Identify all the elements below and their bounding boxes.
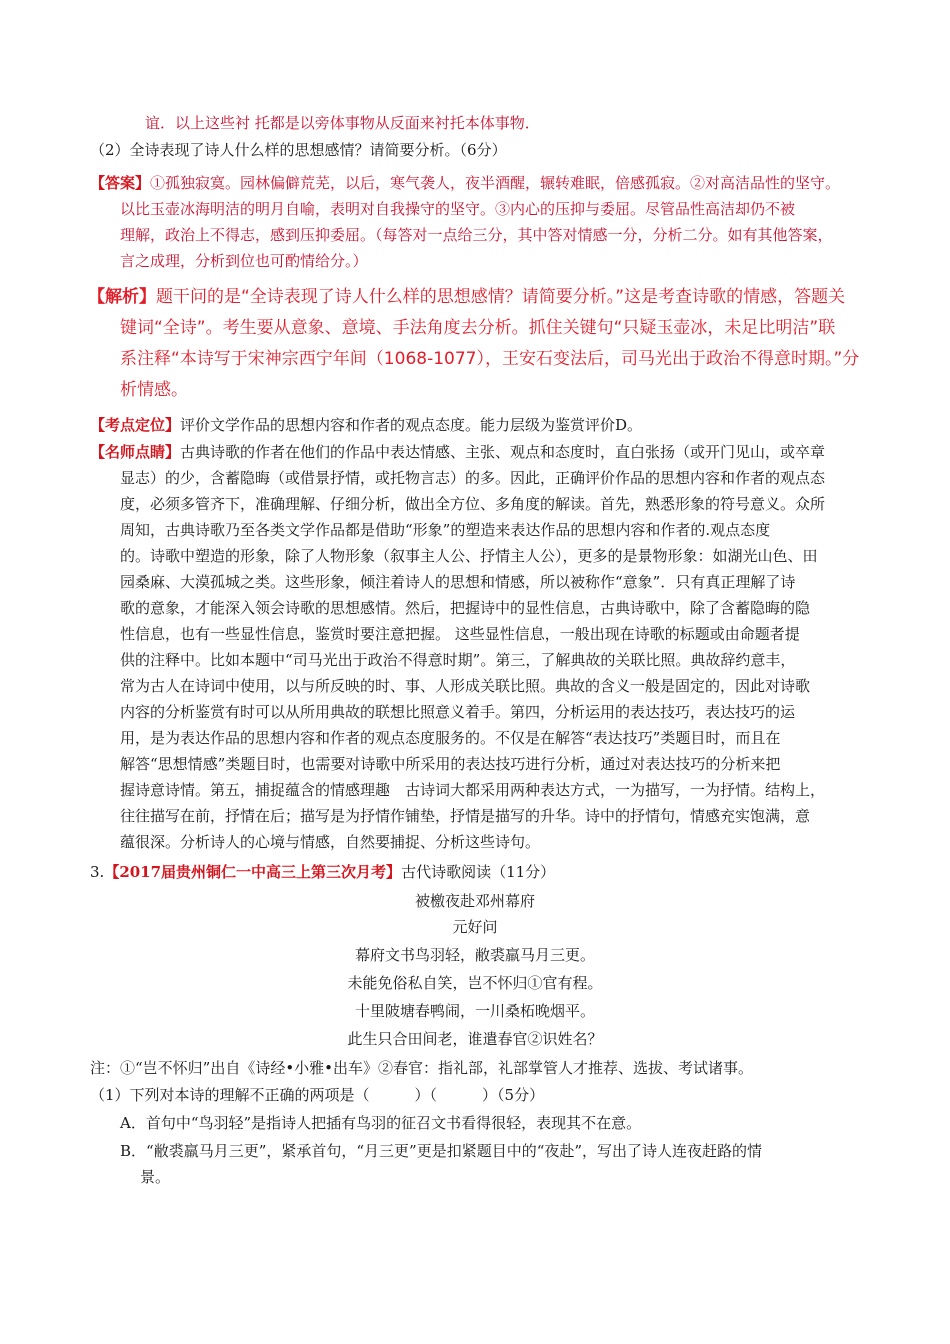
answer-line: 理解，政治上不得志，感到压抑委屈。（每答对一点给三分，其中答对情感一分，分析二分。如有其他答案， xyxy=(120,226,833,244)
question-source: 【2017届贵州铜仁一中高三上第三次月考】 xyxy=(104,863,402,881)
question-2: （2）全诗表现了诗人什么样的思想感情？请简要分析。（6分） xyxy=(90,141,507,159)
poem-line: 十里陂塘春鸭闹，一川桑柘晚烟平。 xyxy=(354,1002,595,1020)
analysis-line xyxy=(88,282,845,313)
question-3-header xyxy=(90,859,555,885)
poem-line: 未能免俗私自笑，岂不怀归①官有程。 xyxy=(347,974,603,992)
mingshi-line: 握诗意诗情。第五，捕捉蕴含的情感理趣 古诗词大都采用两种表达方式，一为描写，一为抒情。结构上， xyxy=(120,781,826,799)
mingshi-line xyxy=(90,439,825,465)
answer-text: ①孤独寂寞。园林偏僻荒芜，以后，寒气袭人，夜半酒醒，辗转难眠，倍感孤寂。②对高洁品性的坚守。 xyxy=(150,174,841,192)
mingshi-line: 蕴很深。分析诗人的心境与情感，自然要捕捉、分析这些诗句。 xyxy=(120,833,541,851)
mingshi-line: 周知，古典诗歌乃至各类文学作品都是借助“形象”的塑造来表达作品的思想内容和作者的.观点态度 xyxy=(120,521,771,539)
option-b: B．“敝裘羸马月三更”，紧承首句，“月三更”更是扣紧题目中的“夜赴”，写出了诗人连夜赶路的情 xyxy=(120,1142,763,1160)
kaodian-text: 评价文学作品的思想内容和作者的观点态度。能力层级为鉴赏评价D。 xyxy=(180,416,643,434)
poem-line: 此生只合田间老，谁遣春官②识姓名？ xyxy=(347,1030,603,1048)
kaodian-tag: 【考点定位】 xyxy=(90,416,181,434)
mingshi-line: 往往描写在前，抒情在后；描写是为抒情作铺垫，抒情是描写的升华。诗中的抒情句，情感充实饱满，意 xyxy=(120,807,811,825)
mingshi-line: 的。诗歌中塑造的形象，除了人物形象（叙事主人公、抒情主人公），更多的是景物形象：如湖光山色、田 xyxy=(120,547,818,565)
question-label: 古代诗歌阅读（11分） xyxy=(401,863,556,881)
poem-author: 元好问 xyxy=(452,918,498,936)
answer-line xyxy=(90,170,840,196)
poem-note: 注：①“岂不怀归”出自《诗经•小雅•出车》②春官：指礼部，礼部掌管人才推荐、选拔、考试诸事。 xyxy=(90,1059,754,1077)
analysis-line: 系注释“本诗写于宋神宗西宁年间（1068-1077），王安石变法后，司马光出于政治不得意时期。”分 xyxy=(120,349,860,369)
mingshi-line: 常为古人在诗词中使用，以与所反映的时、事、人形成关联比照。典故的含义一般是固定的，因此对诗歌 xyxy=(120,677,811,695)
analysis-line: 析情感。 xyxy=(120,380,188,400)
answer-line: 以比玉壶冰海明洁的明月自喻，表明对自我操守的坚守。③内心的压抑与委屈。尽管品性高洁却仍不被 xyxy=(120,200,796,218)
mingshi-line: 内容的分析鉴赏有时可以从所用典故的联想比照意义着手。第四，分析运用的表达技巧，表达技巧的运 xyxy=(120,703,796,721)
mingshi-line: 用，是为表达作品的思想内容和作者的观点态度服务的。不仅是在解答“表达技巧”类题目时，而且在 xyxy=(120,729,781,747)
mingshi-line: 园桑麻、大漠孤城之类。这些形象，倾注着诗人的思想和情感，所以被称作“意象”．只有真正理解了诗 xyxy=(120,573,796,591)
poem-title: 被檄夜赴邓州幕府 xyxy=(414,892,535,910)
analysis-line: 键词“全诗”。考生要从意象、意境、手法角度去分析。抓住关键句“只疑玉壶冰，未足比明洁”联 xyxy=(120,318,836,338)
kaodian-line xyxy=(90,412,642,438)
answer-line: 言之成理，分析到位也可酌情给分。） xyxy=(120,252,368,270)
analysis-text: 题干问的是“全诗表现了诗人什么样的思想感情？请简要分析。”这是考查诗歌的情感，答题关 xyxy=(156,287,846,307)
option-b-cont: 景。 xyxy=(140,1168,171,1186)
answer-tag: 【答案】 xyxy=(90,174,151,192)
analysis-tag: 【解析】 xyxy=(88,287,156,307)
mingshi-tag: 【名师点睛】 xyxy=(90,443,181,461)
mingshi-line: 度，必须多管齐下，准确理解、仔细分析，做出全方位、多角度的解读。首先，熟悉形象的符号意义。众所 xyxy=(120,495,826,513)
sub-question-1: （1）下列对本诗的理解不正确的两项是（ ）（ ）（5分） xyxy=(90,1086,545,1104)
poem-line: 幕府文书鸟羽轻，敝裘羸马月三更。 xyxy=(354,946,595,964)
mingshi-line: 供的注释中。比如本题中“司马光出于政治不得意时期”。第三，了解典故的关联比照。典故辞约意丰， xyxy=(120,651,796,669)
mingshi-line: 解答“思想情感”类题目时，也需要对诗歌中所采用的表达技巧进行分析，通过对表达技巧的分析来把 xyxy=(120,755,781,773)
mingshi-text: 古典诗歌的作者在他们的作品中表达情感、主张、观点和态度时，直白张扬（或开门见山，或卒章 xyxy=(180,443,826,461)
mingshi-line: 显志）的少，含蓄隐晦（或借景抒情，或托物言志）的多。因此，正确评价作品的思想内容和作者的观点态 xyxy=(120,469,826,487)
question-number: 3. xyxy=(90,863,105,881)
mingshi-line: 性信息，也有一些显性信息，鉴赏时要注意把握。 这些显性信息，一般出现在诗歌的标题或由命题者提 xyxy=(120,625,800,643)
text-line: 谊．以上这些衬 托都是以旁体事物从反面来衬托本体事物． xyxy=(145,114,540,132)
option-a: A．首句中“鸟羽轻”是指诗人把插有鸟羽的征召文书看得很轻，表现其不在意。 xyxy=(120,1114,642,1132)
mingshi-line: 歌的意象，才能深入领会诗歌的思想感情。然后，把握诗中的显性信息，古典诗歌中，除了含蓄隐晦的隐 xyxy=(120,599,811,617)
